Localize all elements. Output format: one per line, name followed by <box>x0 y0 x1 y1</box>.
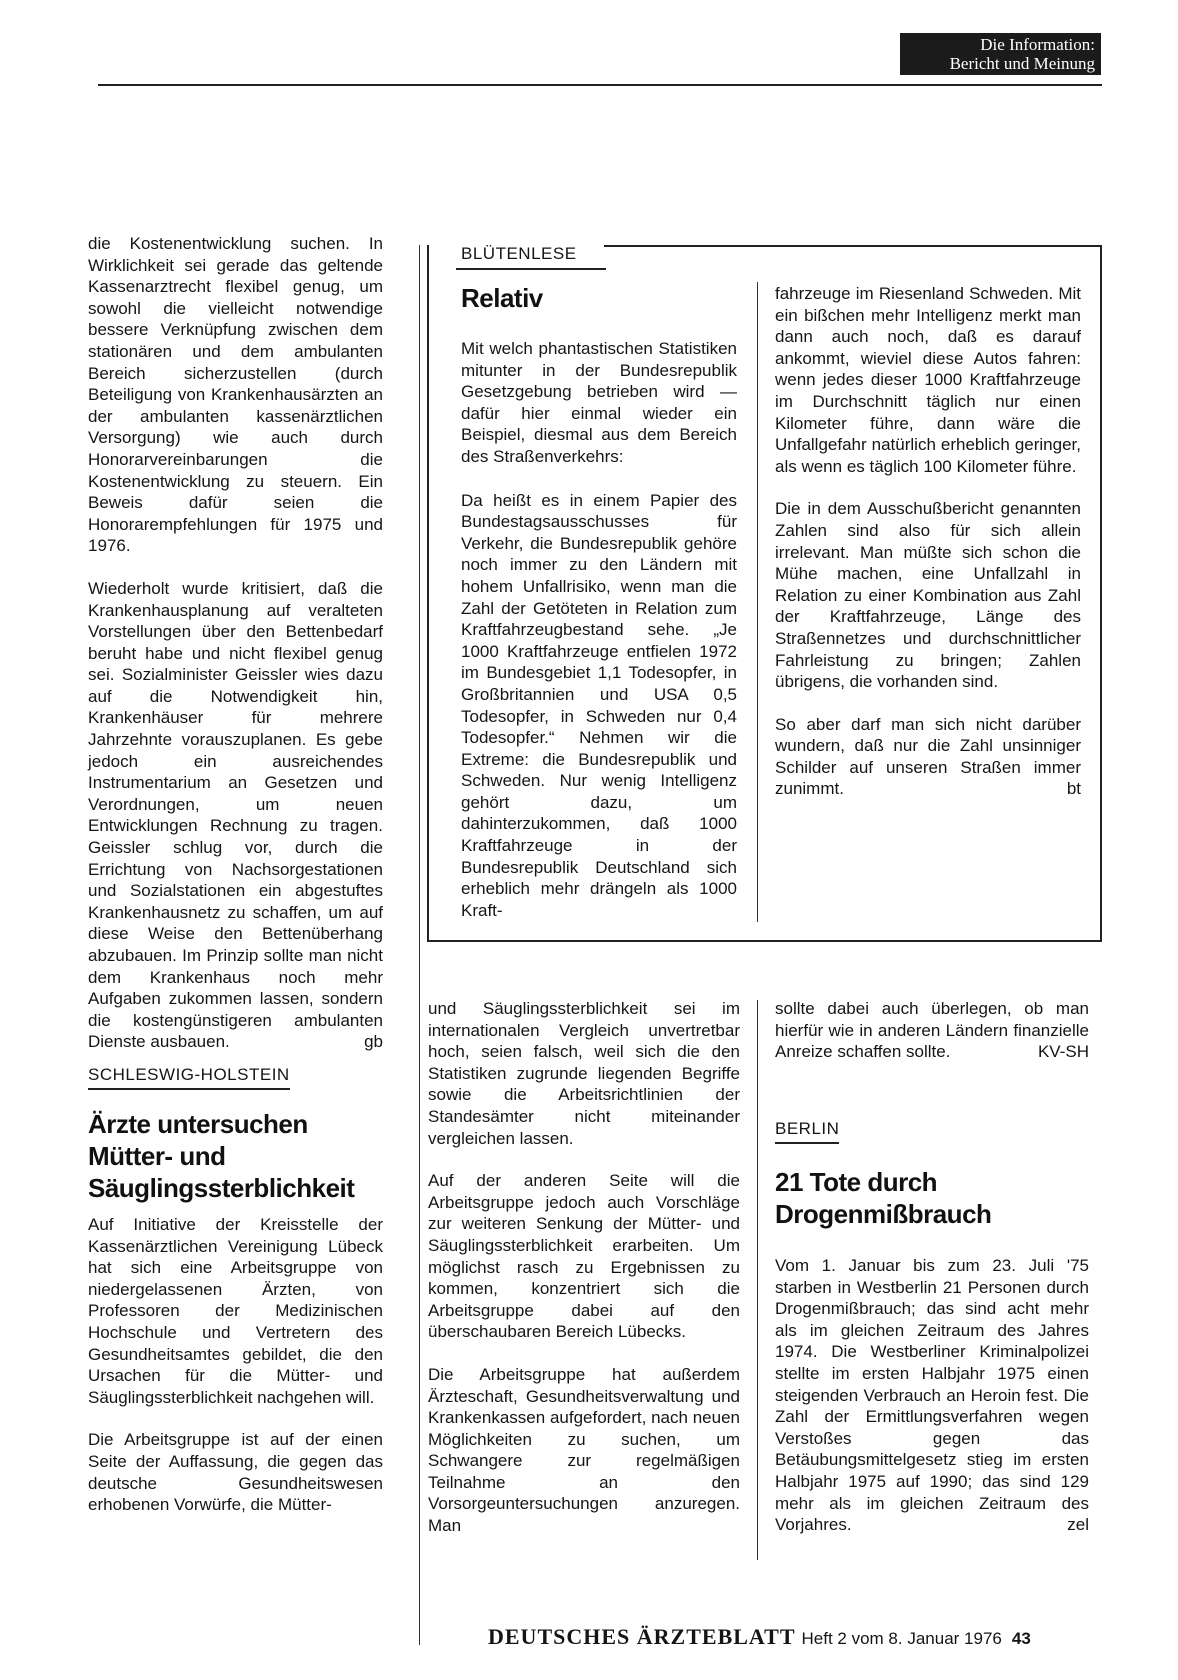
paragraph <box>88 578 383 1053</box>
paragraph: fahrzeuge im Riesenland Schweden. Mit ein bißchen mehr Intelligenz merkt man dann auch noch, daß es darauf ankommt, wieviel diese Autos fahren: wenn jedes dieser 1000 Kraftfahrzeuge im Durchschnitt täglich nur einen Kilometer führe, dann wäre die Unfallgefahr natürlich erheblich geringer, als wenn es täglich 100 Kilometer führe. <box>775 284 1081 476</box>
paragraph-text: Wiederholt wurde kritisiert, daß die Krankenhausplanung auf veralteten Vorstellungen über den Bettenbedarf beruht habe und nicht flexibel genug sei. Sozialminister Geissler wies dazu auf die Notwendigkeit hin, Krankenhäuser für mehrere Jahrzehnte vorauszuplanen. Es gebe jedoch ein ausreichendes Instrumentarium an Gesetzen und Verordnungen, um neuen Entwicklungen Rechnung zu tragen. Geissler schlug vor, durch die Errichtung von Nachsorgestationen und Sozialstationen ein abgestuftes Krankenhausnetz zu schaffen, um auf diese Weise den Bettenüberhang abzubauen. Im Prinzip sollte man nicht dem Krankenhaus noch mehr Aufgaben zukommen lassen, sondern die kostengünstigeren ambulanten Dienste ausbauen. <box>88 578 383 1052</box>
paragraph: Auf der anderen Seite will die Arbeitsgruppe jedoch auch Vorschläge zur weiteren Senkung der Mütter- und Säuglingssterblichkeit erarbeiten. Um möglichst rasch zu Ergebnissen zu kommen, konzentriert sich die Arbeitsgruppe dabei auf den überschaubaren Bereich Lübecks. <box>428 1171 740 1342</box>
column-rule <box>757 1000 758 1560</box>
header-rule <box>98 84 1102 86</box>
paragraph: und Säuglingssterblichkeit sei im internationalen Vergleich unvertretbar hoch, seien falsch, weil sich die den Statistiken zugrunde liegenden Begriffe sowie die Arbeitsrichtlinien der Standesämter nicht miteinander vergleichen lassen. <box>428 999 740 1148</box>
article-title-line: Säuglingssterblichkeit <box>88 1173 355 1203</box>
article-title <box>775 1166 1089 1230</box>
author-sign: zel <box>1067 1515 1089 1535</box>
author-sign: KV-SH <box>1037 1042 1089 1062</box>
paragraph: Die in dem Ausschußbericht genannten Zahlen sind also für sich allein irrelevant. Man müßte sich schon die Mühe machen, eine Unfallzahl in Relation zu einer Kombination aus Zahl der Kraftfahrzeuge, Länge des Straßennetzes und durchschnittlicher Fahrleistung zu bringen; Zahlen übrigens, die vorhanden sind. <box>775 499 1081 692</box>
column-middle-bottom <box>428 998 740 1537</box>
column-right-bottom <box>775 998 1089 1063</box>
article-body <box>775 1255 1089 1536</box>
box-title: Relativ <box>461 283 543 313</box>
column-left-top <box>88 233 383 1053</box>
article-title-line: Ärzte untersuchen <box>88 1109 308 1139</box>
column-rule <box>419 245 420 1645</box>
page-number: 43 <box>1011 1629 1031 1648</box>
section-badge-line1: Die Information: <box>980 35 1095 54</box>
paragraph-text: sollte dabei auch überlegen, ob man hierfür wie in anderen Ländern finanzielle Anreize schaffen sollte. <box>775 999 1089 1062</box>
paragraph: Da heißt es in einem Papier des Bundestagsausschusses für Verkehr, die Bundesrepublik gehöre noch immer zu den Ländern mit hohem Unfallrisiko, wenn man die Zahl der Getöteten in Relation zum Kraftfahrzeugbestand sehe. „Je 1000 Kraftfahrzeuge entfielen 1972 im Bundesgebiet 1,1 Todesopfer, in Großbritannien und USA 0,5 Todesopfer, in Schweden nur 0,4 Todesopfer.“ Nehmen wir die Extreme: die Bundesrepublik und Schweden. Nur wenig Intelligenz gehört dazu, um dahinterzukommen, daß 1000 Kraftfahrzeuge in der Bundesrepublik Deutschland sich erheblich mehr drängeln als 1000 Kraft- <box>461 490 737 920</box>
section-badge-line2: Bericht und Meinung <box>949 54 1095 73</box>
paragraph: Die Arbeitsgruppe hat außerdem Ärzteschaft, Gesundheitsverwaltung und Krankenkassen aufgefordert, nach neuen Möglichkeiten zu suchen, um Schwangere zur regelmäßigen Teilnahme an den Vorsorgeuntersuchungen anzuregen. Man <box>428 1364 740 1536</box>
section-rubric: BERLIN <box>775 1118 839 1144</box>
paragraph <box>775 1255 1089 1536</box>
paragraph: Auf Initiative der Kreisstelle der Kassenärztlichen Vereinigung Lübeck hat sich eine Arbeitsgruppe von niedergelassenen Ärzten, von Professoren der Medizinischen Hochschule und Vertretern des Gesundheitsamtes gebildet, die den Ursachen für die Mütter- und Säuglingssterblichkeit nachgehen will. <box>88 1215 383 1407</box>
article-title-line: 21 Tote durch <box>775 1167 938 1197</box>
masthead: DEUTSCHES ÄRZTEBLATT <box>488 1624 796 1649</box>
box-rubric: BLÜTENLESE <box>461 244 577 263</box>
article-schleswig-holstein <box>88 1064 383 1090</box>
box-column-right <box>775 283 1081 800</box>
article-berlin <box>775 1118 1075 1144</box>
box-intro: Mit welch phantastischen Statistiken mitunter in der Bundesrepublik Gesetzgebung betrieben wird — dafür hier einmal wieder ein Beispiel, diesmal aus dem Bereich des Straßenverkehrs: <box>461 339 737 466</box>
box-top-rule <box>604 245 1102 247</box>
article-title-line: Mütter- und <box>88 1141 226 1171</box>
article-title <box>88 1108 388 1204</box>
paragraph <box>775 998 1089 1063</box>
paragraph: Die Arbeitsgruppe ist auf der einen Seite der Auffassung, die gegen das deutsche Gesundheitswesen erhobenen Vorwürfe, die Mütter- <box>88 1430 383 1515</box>
section-rubric: SCHLESWIG-HOLSTEIN <box>88 1064 290 1090</box>
paragraph <box>775 714 1081 800</box>
article-body <box>88 1214 383 1516</box>
section-badge <box>900 33 1101 75</box>
box-column-left <box>461 338 737 921</box>
article-title-line: Drogenmißbrauch <box>775 1199 992 1229</box>
paragraph-text: Vom 1. Januar bis zum 23. Juli '75 starben in Westberlin 21 Personen durch Drogenmißbrauch; das sind acht mehr als im gleichen Zeitraum des Jahres 1974. Die Westberliner Kriminalpolizei stellte im ersten Halbjahr 1975 einen steigenden Verbrauch an Heroin fest. Die Zahl der Ermittlungsverfahren wegen Verstoßes gegen das Betäubungsmittelgesetz stieg im ersten Halbjahr 1975 auf 1990; das sind 129 mehr als im gleichen Zeitraum des Vorjahres. <box>775 1256 1089 1535</box>
box-column-rule <box>757 282 758 922</box>
page-footer <box>488 1624 1103 1652</box>
issue-info: Heft 2 vom 8. Januar 1976 <box>801 1629 1002 1648</box>
paragraph: die Kostenentwicklung suchen. In Wirklichkeit sei gerade das geltende Kassenarztrecht flexibel genug, um sowohl die vielleicht notwendige bessere Verknüpfung zwischen dem stationären und dem ambulanten Bereich sicherzustellen (durch Beteiligung von Krankenhausärzten an der ambulanten kassenärztlichen Versorgung) wie auch durch Honorarvereinbarungen die Kostenentwicklung zu steuern. Ein Beweis dafür seien die Honorarempfehlungen für 1975 und 1976. <box>88 234 383 556</box>
author-sign: bt <box>1066 779 1081 799</box>
author-sign: gb <box>364 1032 383 1052</box>
paragraph-text: So aber darf man sich nicht darüber wundern, daß nur die Zahl unsinniger Schilder auf unseren Straßen immer zunimmt. <box>775 714 1081 799</box>
box-rubric-underline <box>456 268 606 270</box>
